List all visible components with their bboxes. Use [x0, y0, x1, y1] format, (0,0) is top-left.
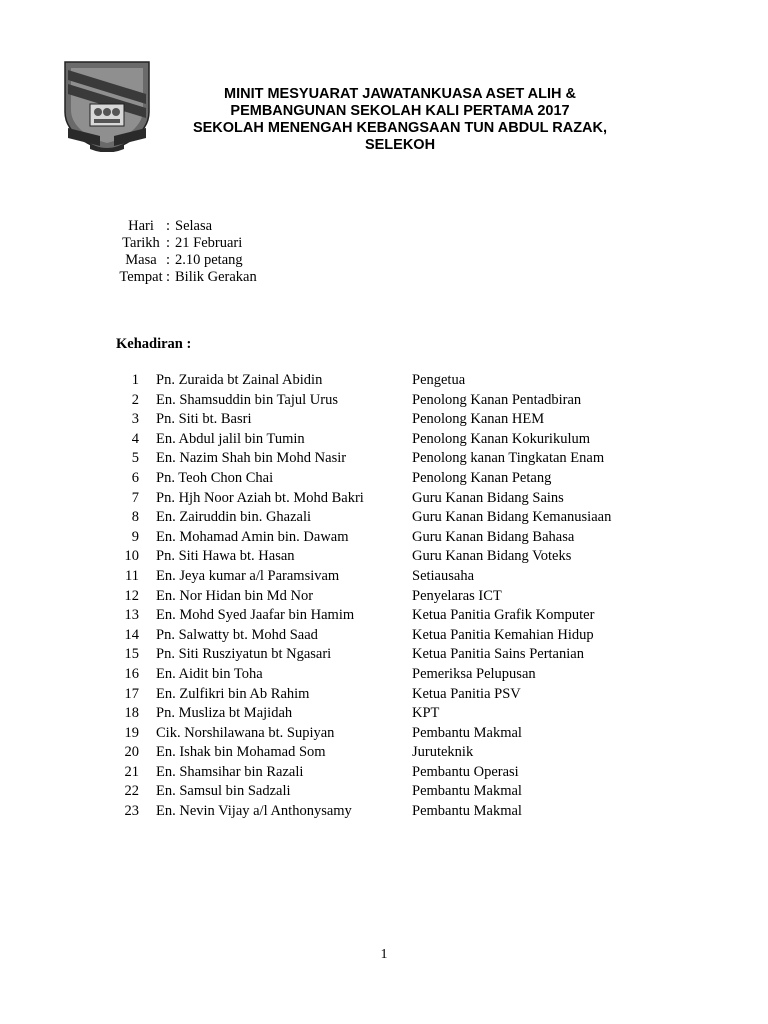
meta-colon: :: [166, 269, 171, 285]
attendee-name: Pn. Zuraida bt Zainal Abidin: [156, 372, 323, 388]
attendee-role: Penolong Kanan Petang: [412, 469, 552, 486]
attendance-row: [116, 665, 676, 685]
attendance-row: [116, 606, 676, 626]
attendee-role: Setiausaha: [412, 567, 475, 584]
attendee-role: Pembantu Makmal: [412, 783, 522, 800]
attendance-row: [116, 528, 676, 548]
attendance-number: 14: [124, 626, 139, 643]
attendee-role: Penolong Kanan Pentadbiran: [412, 391, 582, 408]
document-title: [180, 86, 620, 154]
meta-value: 21 Februari: [175, 235, 243, 251]
attendance-row: [116, 587, 676, 607]
attendance-number: 15: [124, 646, 139, 663]
attendance-number: 2: [131, 391, 139, 408]
attendance-number: 10: [124, 548, 139, 565]
title-line-4: SELEKOH: [364, 137, 436, 153]
attendance-number: 6: [131, 469, 139, 486]
attendance-row: [116, 685, 676, 705]
attendee-role: Penyelaras ICT: [412, 587, 502, 604]
attendance-number: 22: [124, 783, 139, 800]
title-line-2: PEMBANGUNAN SEKOLAH KALI PERTAMA 2017: [230, 103, 570, 119]
attendance-heading: Kehadiran :: [116, 336, 192, 352]
attendance-row: [116, 489, 676, 509]
attendance-row: [116, 743, 676, 763]
attendee-name: En. Nevin Vijay a/l Anthonysamy: [156, 803, 352, 820]
title-line-3: SEKOLAH MENENGAH KEBANGSAAN TUN ABDUL RAZAK,: [192, 120, 608, 136]
attendee-role: Penolong Kanan Kokurikulum: [412, 430, 591, 447]
attendance-row: [116, 704, 676, 724]
attendance-row: [116, 802, 676, 822]
attendance-number: 18: [124, 705, 139, 722]
title-line-1: MINIT MESYUARAT JAWATANKUASA ASET ALIH &: [223, 86, 577, 102]
attendee-name: Pn. Siti bt. Basri: [156, 411, 252, 428]
attendee-name: Pn. Salwatty bt. Mohd Saad: [156, 626, 318, 643]
attendance-row: [116, 567, 676, 587]
attendee-role: Pembantu Makmal: [412, 803, 522, 820]
attendance-number: 11: [125, 567, 139, 584]
attendee-name: En. Shamsuddin bin Tajul Urus: [156, 391, 338, 408]
attendance-row: [116, 410, 676, 430]
attendee-role: Guru Kanan Bidang Kemanusiaan: [412, 509, 612, 526]
attendee-role: Guru Kanan Bidang Voteks: [412, 548, 572, 565]
attendance-number: 4: [131, 430, 139, 447]
attendee-name: En. Nor Hidan bin Md Nor: [156, 587, 314, 604]
meta-colon: :: [166, 218, 171, 234]
attendance-row: [116, 724, 676, 744]
attendance-number: 20: [124, 744, 139, 761]
attendance-number: 5: [131, 450, 139, 467]
meta-value: Selasa: [175, 218, 213, 234]
attendance-number: 7: [131, 489, 139, 506]
attendee-role: Pengetua: [412, 372, 466, 388]
attendee-role: KPT: [412, 705, 440, 722]
attendee-name: En. Mohd Syed Jaafar bin Hamim: [156, 607, 355, 624]
attendee-name: En. Aidit bin Toha: [156, 665, 263, 682]
crest-graphic: [62, 60, 152, 152]
attendance-number: 8: [131, 509, 139, 526]
attendee-name: En. Zairuddin bin. Ghazali: [156, 509, 312, 526]
attendance-number: 3: [131, 411, 139, 428]
attendance-row: [116, 449, 676, 469]
attendance-row: [116, 763, 676, 783]
attendance-row: [116, 430, 676, 450]
meta-label: Tarikh: [122, 235, 160, 251]
attendee-role: Penolong kanan Tingkatan Enam: [412, 450, 605, 467]
attendance-row: [116, 469, 676, 489]
attendee-role: Ketua Panitia Grafik Komputer: [412, 607, 595, 624]
attendee-name: Pn. Teoh Chon Chai: [156, 469, 274, 486]
attendee-name: Pn. Siti Rusziyatun bt Ngasari: [156, 646, 332, 663]
attendee-name: En. Nazim Shah bin Mohd Nasir: [156, 450, 347, 467]
attendance-row: [116, 626, 676, 646]
attendee-role: Ketua Panitia PSV: [412, 685, 521, 702]
attendee-name: En. Ishak bin Mohamad Som: [156, 744, 326, 761]
school-crest-icon: [62, 60, 152, 152]
attendance-number: 23: [124, 803, 139, 820]
meta-label: Hari: [128, 218, 154, 234]
attendee-role: Pemeriksa Pelupusan: [412, 665, 536, 682]
attendee-name: En. Samsul bin Sadzali: [156, 783, 291, 800]
attendee-role: Penolong Kanan HEM: [412, 411, 545, 428]
attendance-number: 13: [124, 607, 139, 624]
attendee-role: Juruteknik: [412, 744, 474, 761]
attendee-role: Pembantu Operasi: [412, 763, 519, 780]
meta-label: Masa: [125, 252, 157, 268]
attendee-name: En. Jeya kumar a/l Paramsivam: [156, 567, 340, 584]
meta-colon: :: [166, 252, 171, 268]
attendee-name: Pn. Siti Hawa bt. Hasan: [156, 548, 295, 565]
attendee-name: En. Mohamad Amin bin. Dawam: [156, 528, 349, 545]
attendance-row: [116, 547, 676, 567]
attendance-row: [116, 371, 676, 391]
attendance-number: 19: [124, 724, 139, 741]
attendance-list: [116, 371, 676, 822]
attendance-number: 1: [131, 372, 139, 388]
meta-label: Tempat: [119, 269, 163, 285]
attendance-row: [116, 782, 676, 802]
attendee-name: Pn. Hjh Noor Aziah bt. Mohd Bakri: [156, 489, 364, 506]
attendance-number: 16: [124, 665, 139, 682]
attendance-number: 17: [124, 685, 139, 702]
meta-colon: :: [166, 235, 171, 251]
attendance-number: 21: [124, 763, 139, 780]
page-number: 1: [380, 947, 388, 962]
attendance-row: [116, 391, 676, 411]
attendee-name: En. Shamsihar bin Razali: [156, 763, 304, 780]
attendee-name: Cik. Norshilawana bt. Supiyan: [156, 724, 335, 741]
meta-value: 2.10 petang: [175, 252, 243, 268]
attendee-role: Pembantu Makmal: [412, 724, 522, 741]
attendee-name: En. Zulfikri bin Ab Rahim: [156, 685, 310, 702]
attendee-name: En. Abdul jalil bin Tumin: [156, 430, 305, 447]
attendance-number: 12: [124, 587, 139, 604]
attendee-role: Ketua Panitia Sains Pertanian: [412, 646, 584, 663]
attendee-role: Guru Kanan Bidang Sains: [412, 489, 564, 506]
meta-value: Bilik Gerakan: [175, 269, 257, 285]
attendee-name: Pn. Musliza bt Majidah: [156, 705, 293, 722]
attendee-role: Guru Kanan Bidang Bahasa: [412, 528, 575, 545]
attendance-row: [116, 508, 676, 528]
attendance-row: [116, 645, 676, 665]
attendance-number: 9: [131, 528, 139, 545]
attendee-role: Ketua Panitia Kemahian Hidup: [412, 626, 594, 643]
